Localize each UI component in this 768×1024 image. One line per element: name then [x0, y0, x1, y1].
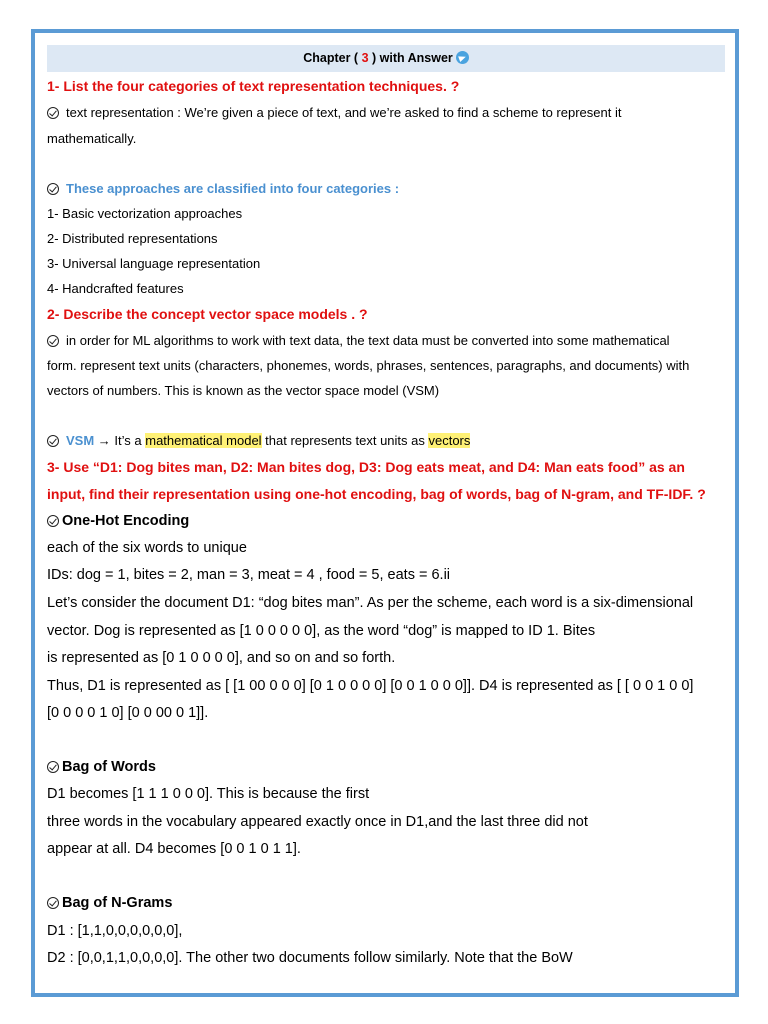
check-icon — [47, 515, 59, 527]
onehot-title: One-Hot Encoding — [47, 513, 189, 529]
header-suffix: ) with Answer — [368, 51, 453, 65]
q2-answer-line: in order for ML algorithms to work with text data, the text data must be converted into some mathematical — [47, 333, 670, 348]
chapter-number: 3 — [361, 51, 369, 65]
onehot-line: vector. Dog is represented as [1 0 0 0 0 0], as the word “dog” is mapped to ID 1. Bites — [47, 623, 596, 639]
check-icon — [47, 183, 59, 195]
ngram-line: D2 : [0,0,1,1,0,0,0,0]. The other two documents follow similarly. Note that the BoW — [47, 950, 573, 966]
check-icon — [47, 107, 59, 119]
check-icon — [47, 761, 59, 773]
ngram-title: Bag of N-Grams — [47, 895, 172, 911]
question-2: 2- Describe the concept vector space models . ? — [47, 306, 368, 322]
onehot-line: Thus, D1 is represented as [ [1 00 0 0 0] [0 1 0 0 0 0] [0 0 1 0 0 0]]. D4 is represented as [ [ 0 0 1 0 0] — [47, 678, 694, 694]
question-1: 1- List the four categories of text representation techniques. ? — [47, 78, 460, 94]
chapter-header — [47, 45, 725, 72]
bow-line: D1 becomes [1 1 1 0 0 0]. This is because the first — [47, 786, 370, 802]
check-icon — [47, 335, 59, 347]
ngram-line: D1 : [1,1,0,0,0,0,0,0], — [47, 923, 183, 939]
q2-answer-line: form. represent text units (characters, phonemes, words, phrases, sentences, paragraphs, and documents) with — [47, 358, 690, 373]
question-3-line-2: input, find their representation using one-hot encoding, bag of words, bag of N-gram, and TF-IDF. ? — [47, 486, 706, 502]
onehot-line: IDs: dog = 1, bites = 2, man = 3, meat = 4 , food = 5, eats = 6.ii — [47, 567, 451, 583]
q2-answer-line: vectors of numbers. This is known as the vector space model (VSM) — [47, 383, 440, 398]
check-icon — [47, 897, 59, 909]
bow-line: appear at all. D4 becomes [0 0 1 0 1 1]. — [47, 841, 301, 857]
q1-answer-line: mathematically. — [47, 131, 137, 146]
category-item: 3- Universal language representation — [47, 256, 261, 271]
header-prefix: Chapter ( — [303, 51, 362, 65]
question-3-line-1: 3- Use “D1: Dog bites man, D2: Man bites dog, D3: Dog eats meat, and D4: Man eats food” as an — [47, 459, 685, 475]
page-frame — [31, 29, 739, 997]
bow-title: Bag of Words — [47, 759, 156, 775]
category-item: 4- Handcrafted features — [47, 281, 184, 296]
categories-title: These approaches are classified into four categories : — [47, 181, 399, 196]
onehot-line: Let’s consider the document D1: “dog bites man”. As per the scheme, each word is a six-dimensional — [47, 595, 694, 611]
onehot-line: [0 0 0 0 1 0] [0 0 00 0 1]]. — [47, 705, 209, 721]
onehot-line: each of the six words to unique — [47, 540, 247, 556]
category-item: 1- Basic vectorization approaches — [47, 206, 243, 221]
onehot-line: is represented as [0 1 0 0 0 0], and so on and so forth. — [47, 650, 396, 666]
telegram-icon — [456, 51, 469, 64]
q1-answer-line: text representation : We’re given a piece of text, and we’re asked to find a scheme to represent it — [47, 105, 621, 120]
vsm-definition: VSM → It’s a mathematical model that represents text units as vectors — [47, 433, 470, 448]
bow-line: three words in the vocabulary appeared exactly once in D1,and the last three did not — [47, 814, 588, 830]
check-icon — [47, 435, 59, 447]
category-item: 2- Distributed representations — [47, 231, 218, 246]
